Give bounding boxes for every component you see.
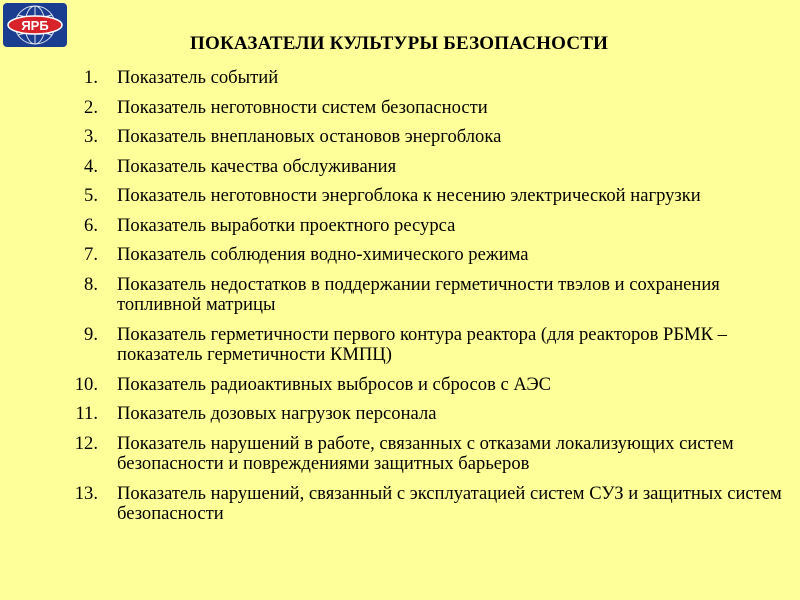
list-item bbox=[60, 68, 790, 89]
logo bbox=[2, 2, 68, 48]
list-item-number: 8. bbox=[84, 273, 98, 295]
list-item-number: 5. bbox=[84, 185, 98, 206]
indicator-list bbox=[60, 68, 790, 534]
list-item-number: 1. bbox=[84, 67, 98, 88]
list-item-text: Показатель герметичности первого контура реактора (для реакторов РБМК – показатель герметичности КМПЦ) bbox=[117, 323, 727, 365]
list-item-number: 12. bbox=[74, 432, 98, 454]
list-item-text: Показатель качества обслуживания bbox=[117, 155, 397, 177]
list-item-text: Показатель неготовности систем безопасности bbox=[117, 96, 488, 118]
list-item-text: Показатель соблюдения водно-химического режима bbox=[117, 244, 529, 265]
list-item bbox=[60, 404, 790, 425]
list-item-text: Показатель дозовых нагрузок персонала bbox=[117, 403, 437, 424]
list-item-number: 10. bbox=[74, 373, 98, 395]
list-item-text: Показатель нарушений в работе, связанных с отказами локализующих систем безопасности и повреждениями защитных барьеров bbox=[117, 432, 734, 474]
list-item-text: Показатель неготовности энергоблока к несению электрической нагрузки bbox=[117, 185, 701, 206]
list-item bbox=[60, 157, 790, 178]
list-item bbox=[60, 98, 790, 119]
list-item bbox=[60, 375, 790, 396]
list-item-text: Показатель выработки проектного ресурса bbox=[117, 214, 456, 236]
list-item-number: 11. bbox=[75, 403, 98, 424]
list-item-number: 9. bbox=[84, 323, 98, 345]
list-item-text: Показатель радиоактивных выбросов и сбросов с АЭС bbox=[117, 373, 552, 395]
list-item bbox=[60, 484, 790, 525]
list-item bbox=[60, 186, 790, 207]
logo-text: ЯРБ bbox=[21, 18, 49, 33]
list-item-number: 4. bbox=[84, 155, 98, 177]
list-item bbox=[60, 275, 790, 316]
list-item-number: 7. bbox=[84, 244, 98, 265]
list-item-number: 13. bbox=[74, 482, 98, 504]
list-item-text: Показатель нарушений, связанный с эксплуатацией систем СУЗ и защитных систем безопасности bbox=[117, 482, 782, 524]
list-item-number: 2. bbox=[84, 96, 98, 118]
list-item-number: 6. bbox=[84, 214, 98, 236]
list-item bbox=[60, 325, 790, 366]
list-item bbox=[60, 216, 790, 237]
list-item bbox=[60, 245, 790, 266]
list-item-number: 3. bbox=[84, 126, 98, 147]
page-title: ПОКАЗАТЕЛИ КУЛЬТУРЫ БЕЗОПАСНОСТИ bbox=[190, 33, 609, 54]
list-item-text: Показатель событий bbox=[117, 67, 279, 88]
list-item-text: Показатель недостатков в поддержании герметичности твэлов и сохранения топливной матрицы bbox=[117, 273, 720, 315]
list-item bbox=[60, 434, 790, 475]
list-item bbox=[60, 127, 790, 148]
list-item-text: Показатель внеплановых остановов энергоблока bbox=[117, 126, 502, 147]
globe-logo-icon bbox=[2, 2, 68, 48]
